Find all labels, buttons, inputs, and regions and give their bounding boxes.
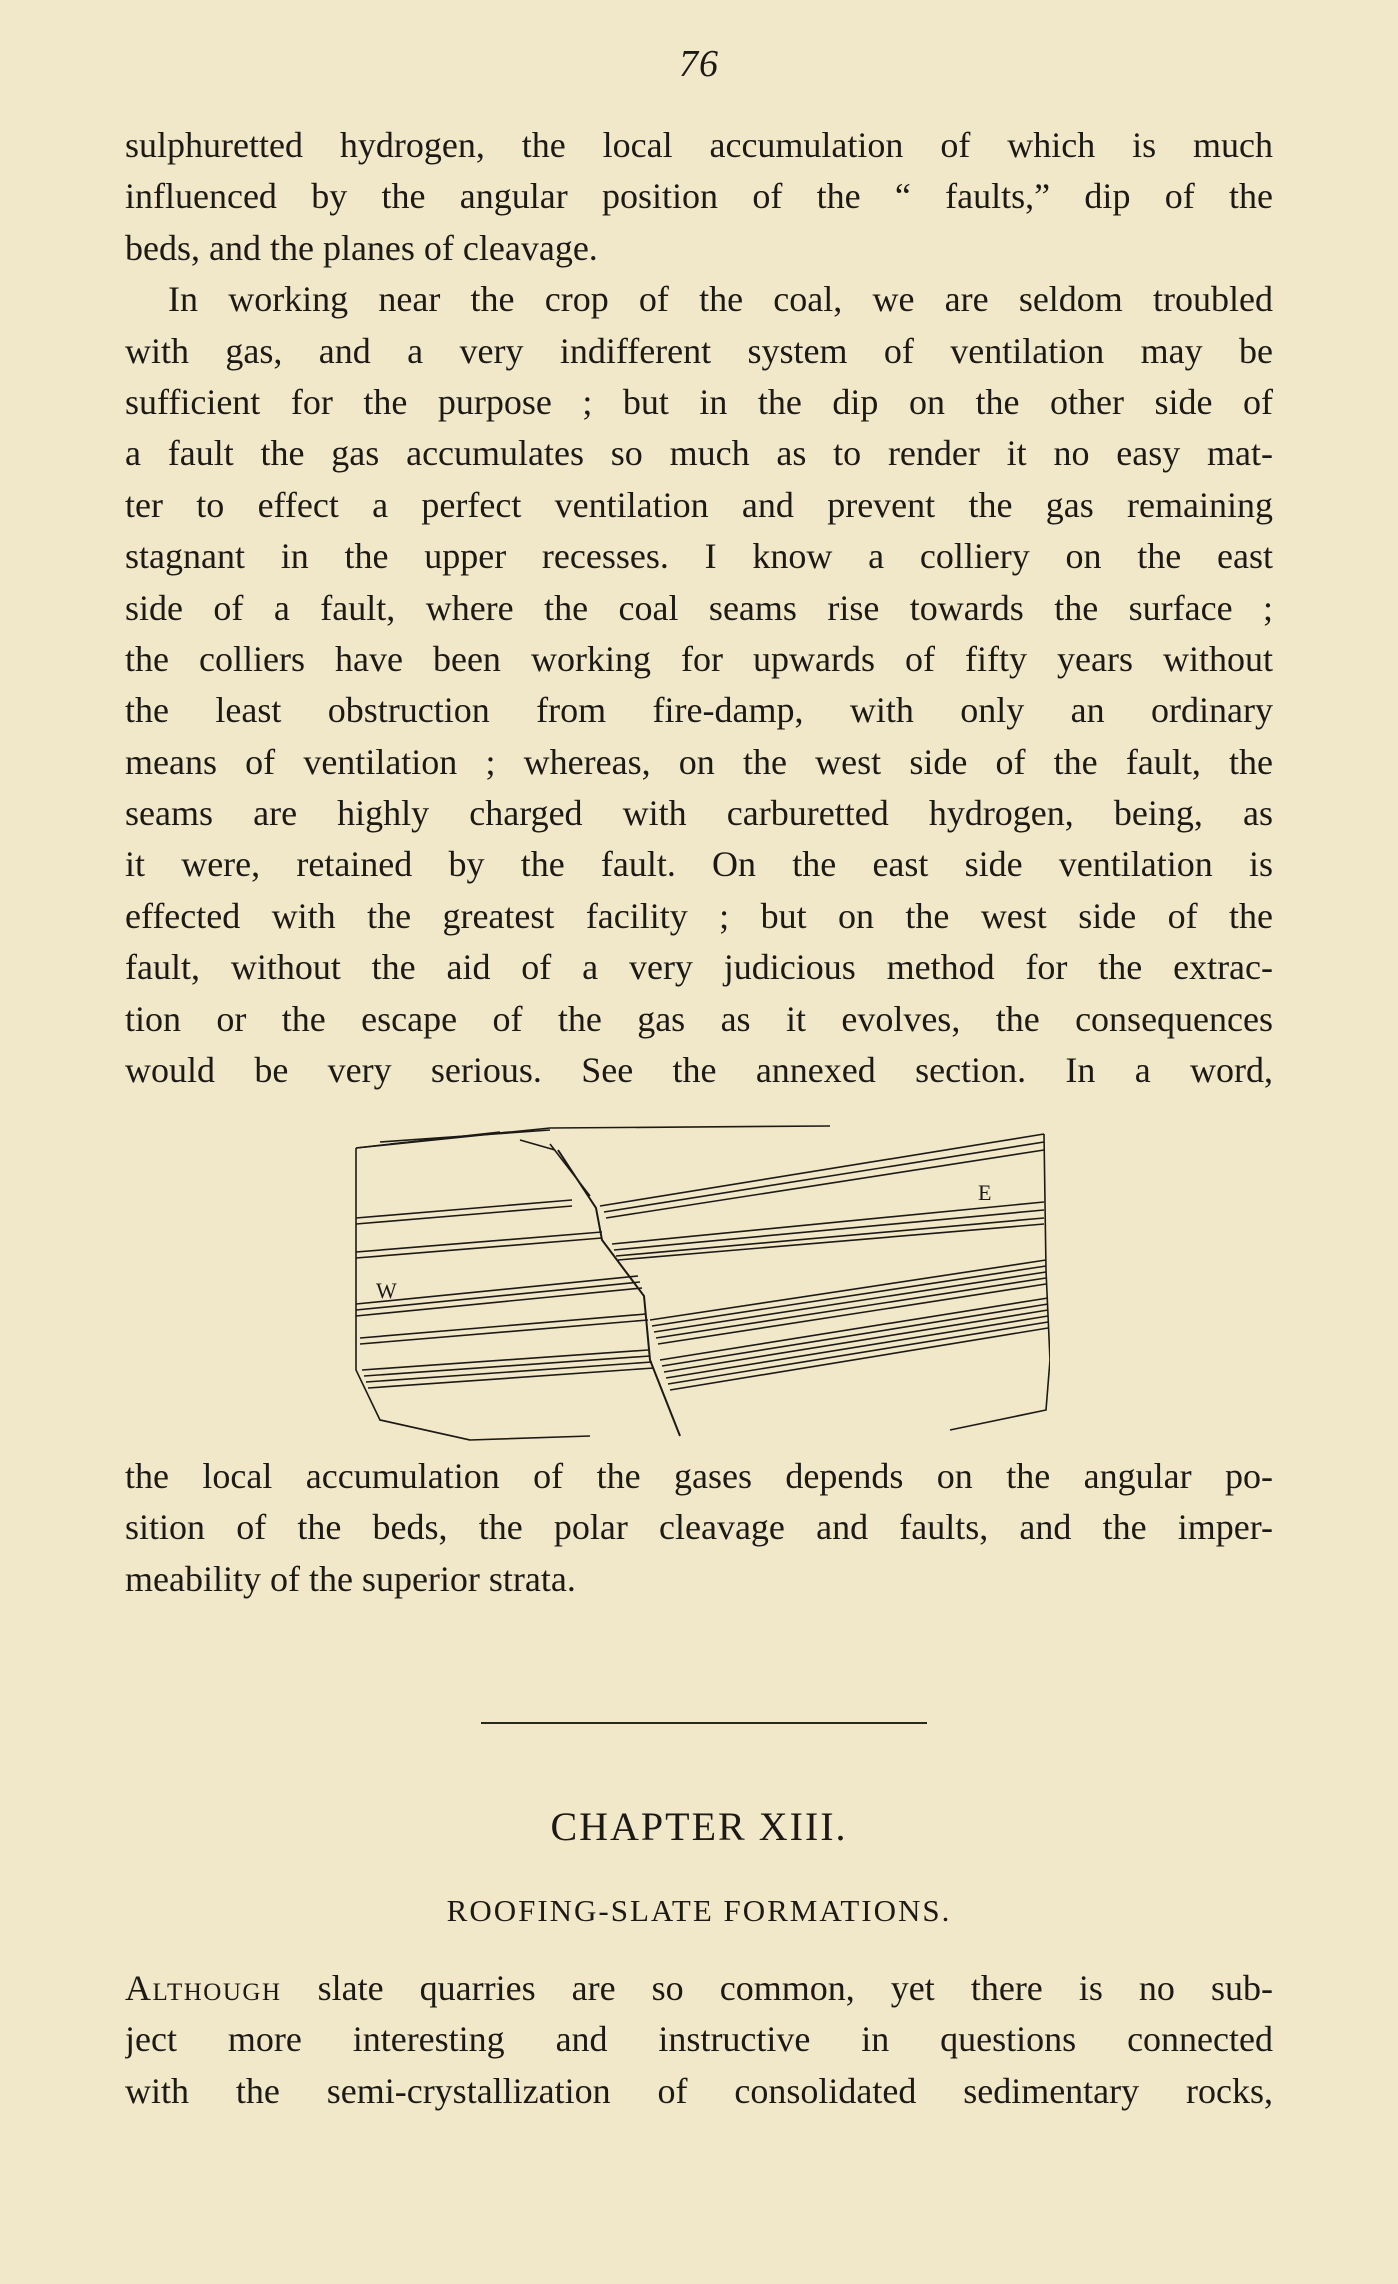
stratum-line [366, 1362, 652, 1382]
stratum-line [356, 1126, 830, 1148]
text-line: beds, and the planes of cleavage. [125, 227, 598, 268]
text-block-top [125, 120, 1273, 1096]
text-block-bottom [125, 1963, 1273, 2117]
page-number: 76 [679, 43, 719, 85]
text-line: with gas, and a very indifferent system of ventilation may be [125, 330, 1273, 371]
section-outline [950, 1134, 1050, 1430]
stratum-line [360, 1314, 646, 1338]
text-line: side of a fault, where the coal seams rise towards the surface ; [125, 587, 1273, 628]
stratum-line [368, 1368, 654, 1388]
section-divider [481, 1722, 927, 1724]
text-line: tion or the escape of the gas as it evolves, the consequences [125, 998, 1273, 1039]
text-line: it were, retained by the fault. On the east side ventilation is [125, 844, 1273, 885]
text-line: effected with the greatest facility ; but on the west side of the [125, 895, 1273, 936]
fault-line [550, 1144, 590, 1196]
text-line: In working near the crop of the coal, we are seldom troubled [168, 279, 1273, 320]
fault-line [558, 1150, 680, 1436]
stratum-line [670, 1328, 1048, 1390]
text-line: ter to effect a perfect ventilation and prevent the gas remaining [125, 484, 1273, 525]
text-line: influenced by the angular position of the “ faults,” dip of the [125, 176, 1273, 217]
stratum-line [652, 1266, 1046, 1326]
text-line: fault, without the aid of a very judicious method for the extrac- [125, 947, 1273, 988]
chapter-subheading: ROOFING-SLATE FORMATIONS. [446, 1893, 952, 1928]
text-line: seams are highly charged with carburetted hydrogen, being, as [125, 793, 1273, 834]
stratum-line [356, 1282, 640, 1310]
stratum-line [650, 1260, 1046, 1320]
stratum-line [356, 1288, 642, 1316]
text-block-middle [125, 1451, 1273, 1605]
stratum-line [356, 1276, 638, 1304]
stratum-line [668, 1322, 1048, 1384]
stratum-line [362, 1350, 648, 1370]
fault-line [520, 1140, 555, 1150]
text-line: sulphuretted hydrogen, the local accumulation of which is much [125, 125, 1273, 165]
stratum-line [360, 1320, 648, 1344]
text-line: the least obstruction from fire-damp, with only an ordinary [125, 690, 1273, 731]
chapter-heading: CHAPTER XIII. [550, 1804, 848, 1849]
fault-section-figure [350, 1120, 1050, 1450]
stratum-line [380, 1420, 470, 1440]
stratum-line [666, 1316, 1048, 1378]
east-label: E [978, 1180, 992, 1205]
text-line: sufficient for the purpose ; but in the dip on the other side of [125, 381, 1273, 422]
text-line [125, 1963, 1273, 2014]
stratum-line [356, 1232, 602, 1252]
stratum-line [380, 1130, 550, 1142]
stratum-line [356, 1238, 602, 1258]
text-line: ject more interesting and instructive in questions connected [125, 2019, 1273, 2060]
stratum-line [364, 1356, 650, 1376]
stratum-line [664, 1310, 1048, 1372]
drop-word: Although [125, 1968, 282, 2008]
text-line: the colliers have been working for upwards of fifty years without [125, 638, 1273, 679]
text-line: with the semi-crystallization of consolidated sedimentary rocks, [125, 2070, 1273, 2111]
text-line: means of ventilation ; whereas, on the west side of the fault, the [125, 741, 1273, 782]
text-line: would be very serious. See the annexed section. In a word, [125, 1050, 1273, 1091]
west-label: W [376, 1278, 397, 1303]
text-line: a fault the gas accumulates so much as to render it no easy mat- [125, 433, 1273, 474]
text-line: meability of the superior strata. [125, 1558, 576, 1599]
text-line: stagnant in the upper recesses. I know a colliery on the east [125, 536, 1273, 577]
text-line: sition of the beds, the polar cleavage and faults, and the imper- [125, 1507, 1273, 1548]
stratum-line [654, 1272, 1046, 1332]
text-line: the local accumulation of the gases depends on the angular po- [125, 1456, 1273, 1496]
text-fragment: slate quarries are so common, yet there is no sub- [281, 1968, 1273, 2008]
